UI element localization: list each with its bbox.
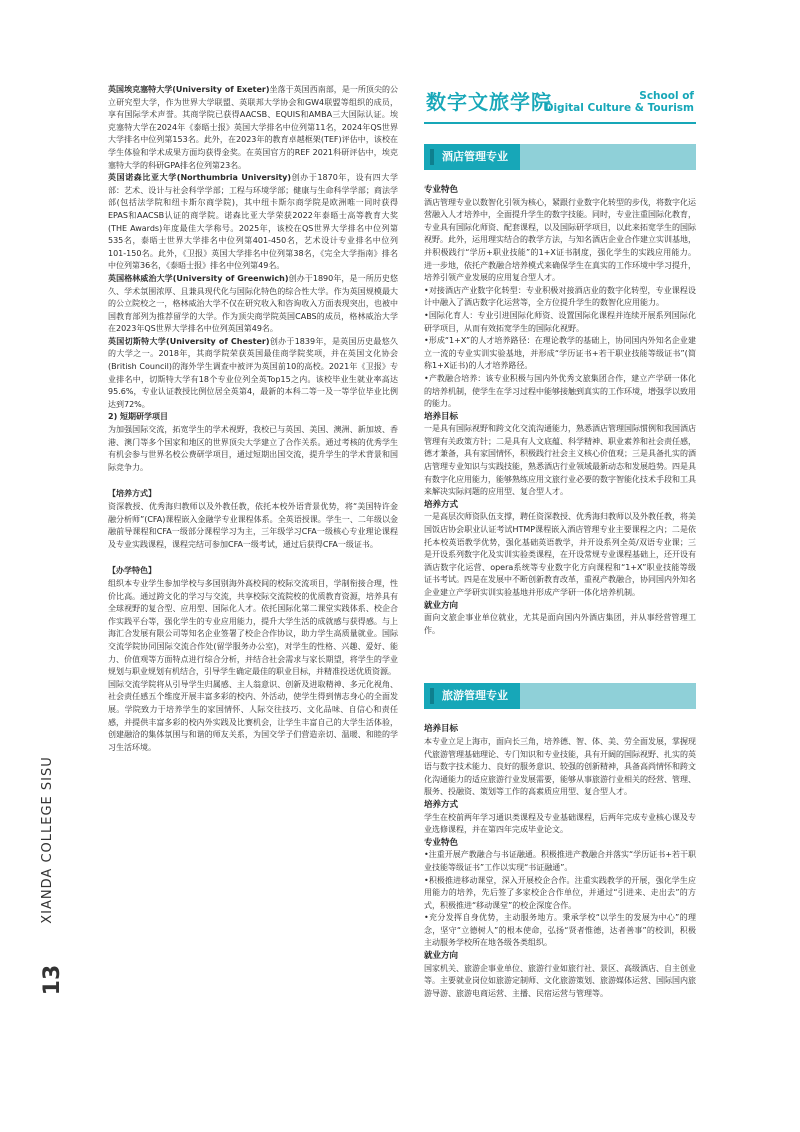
tourism-feature-title: 专业特色	[424, 837, 459, 848]
school-title-cn: 数字文旅学院	[426, 90, 552, 114]
tourism-section-tab: 旅游管理专业	[424, 683, 520, 709]
tourism-goal-text: 本专业立足上海市，面向长三角，培养德、智、体、美、劳全面发展，掌握现代旅游管理基础理论、专门知识和专业技能，具有开阔的国际视野、扎实的英语与数字技术能力、良好的服务意识、较强的创新精神，具备高尚情怀和跨文化沟通能力的适应旅游行业发展需要，能够从事旅游行业相关的经营、管理、服务、投融资、策划等工作的高素质应用型、复合型人才。	[424, 736, 696, 797]
side-strip	[30, 500, 65, 996]
hotel-career-title: 就业方向	[424, 600, 459, 611]
exeter-name: 英国埃克塞特大学(University of Exeter)	[108, 85, 270, 94]
tourism-method-text: 学生在校前两年学习通识类课程及专业基础课程，后两年完成专业核心课及专业选修课程，并在第四年完成毕业论文。	[424, 812, 696, 835]
school-feature-title: 【办学特色】	[108, 566, 156, 576]
school-title-en-line-2: Digital Culture & Tourism	[544, 102, 694, 114]
right-column	[424, 84, 696, 1000]
hotel-method-text: 一是高层次师资队伍支撑，聘任资深教授、优秀海归教师以及外教任教，将美国饭店协会职业认证考试HTMP课程嵌入酒店管理专业主要课程之内；二是依托本校英语教学优势，强化基础英语教学，并开设系列全英/双语专业课；三是开设系列数字化及实训实验类课程，在开设常规专业课程基础上，还开设有酒店数字化运营、opera系统等专业数字化方向课程和“1+X”职业技能等级证书考试。四是在发展中不断创新教育改革，重视产教融合，协同国内外知名企业建立产学研实训实验基地并形成产学研一体化培养机制。	[424, 512, 696, 597]
training-text: 资深教授、优秀海归教师以及外教任教，依托本校外语背景优势，将“美国特许金融分析师”(CFA)课程嵌入金融学专业课程体系。全英语授课。学生一、二年级以金融前导课程和CFA一级部分课程学习为主，三年级学习CFA一级核心专业理论课程及专业实践课程，课程完结可参加CFA一级考试，通过后获得CFA一级证书。	[108, 502, 398, 549]
school-feature-text-1: 组织本专业学生参加学校与多国别海外高校间的校际交流项目，学制衔接合理，性价比高。通过跨文化的学习与交流，共享校际交流院校的优质教育资源，培养具有全球视野的复合型、应用型、国际化人才。依托国际化第二课堂实践体系、校企合作实践平台等，强化学生的专业应用能力，提升大学生活的成就感与获得感。与上海汇合发展有限公司等知名企业签署了校企合作协议，助力学生高质量就业。国际交流学院协同国际交流合作处(留学服务办公室)，对学生的性格、兴趣、爱好、能力、价值观等方面特点进行综合分析，并结合社会需求与家长期望，将学生的学业规划与职业规划有机结合，引导学生确定最佳的职业目标，并精准投送优质资源。	[108, 578, 398, 677]
northumbria-name: 英国诺森比亚大学(Northumbria University)	[108, 173, 292, 183]
short-term-text: 为加强国际交流，拓宽学生的学术视野，我校已与英国、美国、澳洲、新加坡、香港、澳门等多个国家和地区的世界顶尖大学建立了合作关系。通过考核的优秀学生有机会参与世界名校公费研学项目，通过短期出国交流，提升学生的学术背景和国际竞争力。	[108, 425, 398, 472]
hotel-bullet-2: •国际化育人：专业引进国际化师资、设置国际化课程并连续开展系列国际化研学项目，从而有效拓宽学生的国际化视野。	[424, 310, 696, 333]
hotel-section-tab: 酒店管理专业	[424, 144, 520, 170]
school-title-en-line-1: School of	[639, 90, 694, 102]
tourism-goal-title: 培养目标	[424, 724, 459, 735]
hotel-goal-title: 培养目标	[424, 411, 459, 422]
hotel-section	[424, 184, 696, 637]
hotel-feature-text: 酒店管理专业以数智化引领为核心，紧跟行业数字化转型的步伐，将数字化运营融入人才培养中，全面提升学生的数字技能。同时，专业注重国际化教育，专业具有国际化师资、配套课程，以及国际研学项目，以此来拓宽学生的国际视野。此外，运用理实结合的教学方法，与知名酒店企业合作建立实训基地，并积极践行“学历+职业技能”的1+X证书制度，强化学生的实践应用能力。进一步地，依托产教融合培养模式来确保学生在真实的工作环境中学习提升，培养引领产业发展的应用复合型人才。	[424, 197, 696, 283]
hotel-bullet-4: •产教融合培养：该专业积极与国内外优秀文旅集团合作，建立产学研一体化的培养机制，使学生在学习过程中能够接触到真实的工作环境，增强学以致用的能力。	[424, 373, 696, 409]
header-divider	[424, 122, 696, 124]
left-column	[108, 84, 398, 754]
tourism-section	[424, 723, 696, 1000]
hotel-bullet-1: •对接酒店产业数字化转型：专业积极对接酒店业的数字化转型，专业课程设计中融入了酒店数字化运营等，全方位提升学生的数智化应用能力。	[424, 285, 696, 308]
chester-text: 创办于1839年，是英国历史最悠久的大学之一。2018年，其商学院荣获英国最佳商学院奖项，并在英国文化协会(British Council)的海外学生调查中被评为英国前10的高校。2021年《卫报》专业排名中，切斯特大学有18个专业位列全英Top15之内。该校毕业生就业率高达95.6%，专业认证教授比例位居全英第4，最新的本科二等一及一等学位毕业比例达到72%。	[108, 336, 399, 409]
exeter-paragraph	[108, 84, 398, 172]
spacer	[108, 474, 398, 488]
school-title-en	[545, 90, 694, 114]
page-number: 13	[40, 964, 65, 996]
tourism-career-title: 就业方向	[424, 951, 459, 962]
greenwich-text: 创办于1890年，是一所历史悠久、学术氛围浓厚、且兼具现代化与国际化特色的综合性大学。作为英国规模最大的公立院校之一，格林威治大学不仅在研究收入和咨询收入方面表现突出，也被中国教育部列为推荐留学的大学。作为顶尖商学院英国CABS的成员，格林威治大学在2023年QS世界大学排名中位列英国第49名。	[108, 273, 398, 334]
college-name-vertical: XIANDA COLLEGE SISU	[40, 756, 55, 924]
tourism-section-band	[424, 683, 696, 709]
chester-name: 英国切斯特大学(University of Chester)	[108, 336, 270, 346]
hotel-method-title: 培养方式	[424, 499, 459, 510]
hotel-bullet-3: •形成“1+X”的人才培养路径：在理论教学的基础上，协同国内外知名企业建立一流的专业实训实验基地，并形成“学历证书+若干职业技能等级证书”(简称1+X证书)的人才培养路径。	[424, 336, 696, 371]
spacer	[108, 551, 398, 565]
training-title: 【培养方式】	[108, 489, 156, 499]
greenwich-paragraph	[108, 273, 398, 336]
school-feature-text-2: 国际交流学院将从引导学生归属感、主人翁意识、创新及进取精神、多元化视角、社会责任感五个维度开展丰富多彩的校内、外活动，使学生得到情志身心的全面发展。学院致力于培养学生的家国情怀、人际交往技巧、文化品味、自信心和责任感，并提供丰富多彩的校内外实践及比赛机会，让学生丰富自己的大学生活体验，创建融洽的集体氛围与和谐的师友关系，为国交学子们营造亲切、温暖、和睦的学习生活环境。	[108, 679, 398, 752]
greenwich-name: 英国格林威治大学(University of Greenwich)	[108, 273, 289, 283]
tourism-career-text: 国家机关、旅游企事业单位、旅游行业如旅行社、景区、高级酒店、自主创业等。主要就业岗位如旅游定制师、文化旅游策划、旅游媒体运营、国际国内旅游导游、旅游电商运营、主播、民宿运营与管理等。	[424, 963, 696, 998]
tourism-bullet-1: •注重开展产教融合与书证融通。积极推进产教融合并落实“学历证书+若干职业技能等级证书”工作以实现“书证融通”。	[424, 850, 696, 872]
short-term-title: 2) 短期研学项目	[108, 412, 169, 422]
hotel-career-text: 面向文旅企事业单位就业，尤其是面向国内外酒店集团，并从事经营管理工作。	[424, 613, 696, 635]
chester-paragraph	[108, 336, 398, 412]
exeter-text: 坐落于英国西南部，是一所顶尖的公立研究型大学，作为世界大学联盟、英联邦大学协会和GW4联盟等组织的成员，享有国际学术声誉。其商学院已获得AACSB、EQUIS和AMBA三大国际认证。埃克塞特大学在2024年《泰晤士报》英国大学排名中位列第11名，2024年QS世界大学排名中位列第153名。此外，在2023年的教育卓越框架(TEF)评估中，该校在学生体验和学术成果方面均获得金奖。在英国官方的REF 2021科研评估中，埃克塞特大学的科研GPA排名位列第23名。	[108, 85, 399, 170]
school-header	[424, 84, 696, 124]
northumbria-paragraph	[108, 172, 398, 273]
northumbria-text: 创办于1870年，设有四大学部：艺术、设计与社会科学学部；工程与环境学部；健康与生命科学学部；商法学部(包括法学院和纽卡斯尔商学院)，其中纽卡斯尔商学院是欧洲唯一同时获得EPAS和AACSB认证的商学院。诺森比亚大学荣获2022年泰晤士高等教育大奖(THE Awards)年度最佳大学称号。2025年，该校在QS世界大学排名中位列第535名，泰晤士世界大学排名中位列第401-450名，艺术设计专业排名中位列101-150名。此外，《卫报》英国大学排名中位列第38名，《完全大学指南》排名中位列第36名，《泰晤士报》排名中位列第49名。	[108, 173, 398, 271]
hotel-goal-text: 一是具有国际视野和跨文化交流沟通能力，熟悉酒店管理国际惯例和我国酒店管理有关政策方针；二是具有人文底蕴、科学精神、职业素养和社会责任感，德才兼备，具有家国情怀，积极践行社会主义核心价值观；三是具备扎实的酒店管理专业知识与实践技能，熟悉酒店行业领域最新动态和发展趋势。四是具有数字化应用能力，能够熟练应用文旅行业必要的数字智能化技术手段和工具来解决实际问题的应用型、复合型人才。	[424, 424, 696, 497]
tourism-bullet-2: •积极推进移动课堂，深入开展校企合作。注重实践教学的开展，强化学生应用能力的培养，先后签了多家校企合作单位，并通过“引进来、走出去”的方式，积极推进“移动课堂”的校企深度合作。	[424, 875, 696, 910]
hotel-feature-title: 专业特色	[424, 185, 459, 195]
hotel-section-band	[424, 144, 696, 170]
tourism-bullet-3: •充分发挥自身优势，主动服务地方。秉承学校“以学生的发展为中心”的理念，坚守“立德树人”的根本使命，弘扬“贤者惟德，达者善事”的校训，积极主动服务学校所在地各级各类组织。	[424, 913, 696, 948]
tourism-method-title: 培养方式	[424, 799, 459, 810]
